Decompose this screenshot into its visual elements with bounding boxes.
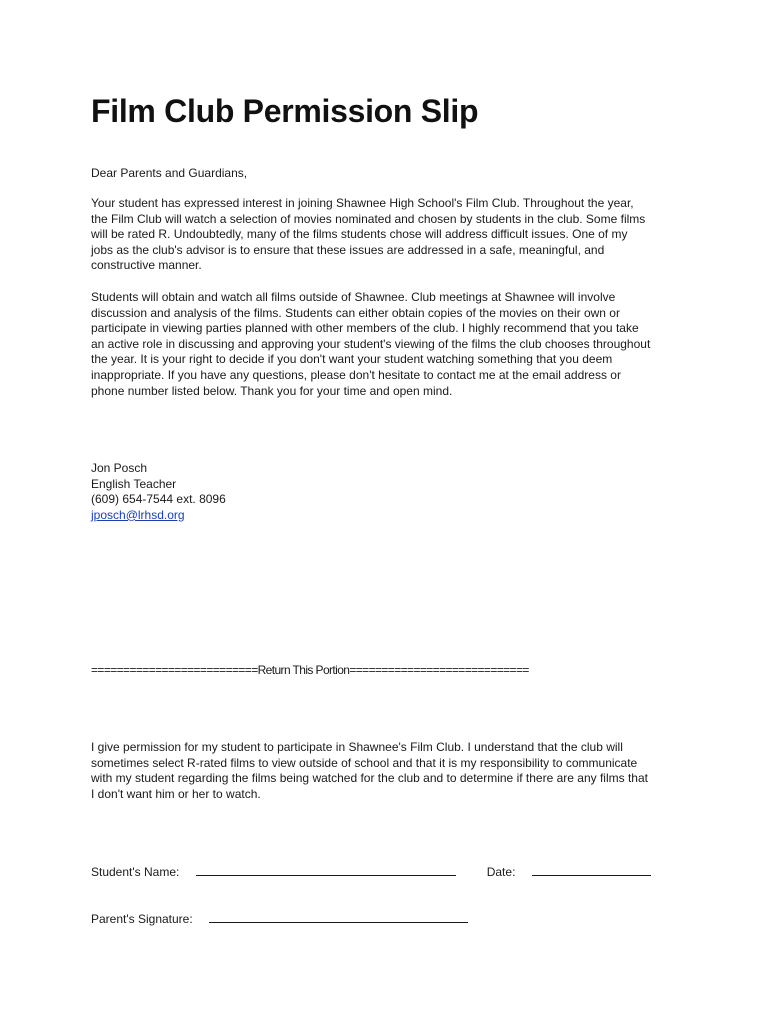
paragraph-line: I give permission for my student to participate in Shawnee's Film Club. I understand that the club will (91, 740, 623, 754)
date-field[interactable] (532, 864, 651, 876)
paragraph-line: sometimes select R-rated films to view outside of school and that it is my responsibility to communicate (91, 755, 638, 770)
paragraph-line: the year. It is your right to decide if you don't want your student watching something that you deem (91, 352, 613, 367)
salutation: Dear Parents and Guardians, (91, 166, 248, 180)
return-portion-divider: ==========================Return This Portion============================ (91, 663, 529, 677)
intro-paragraph (91, 196, 691, 274)
paragraph-line: with my student regarding the films being watched for the club and to determine if there are any films that (91, 771, 648, 786)
student-name-label: Student's Name: (91, 865, 180, 879)
signature-block (91, 461, 691, 523)
paragraph-line: will be rated R. Undoubtedly, many of the films students chose will address difficult issues. One of my (91, 227, 628, 242)
signature-name: Jon Posch (91, 461, 148, 475)
parent-signature-label: Parent's Signature: (91, 912, 193, 926)
student-name-field[interactable] (196, 864, 456, 876)
parent-signature-row (91, 911, 468, 926)
parent-signature-field[interactable] (209, 911, 468, 923)
signature-phone: (609) 654-7544 ext. 8096 (91, 492, 226, 507)
page-title: Film Club Permission Slip (91, 93, 479, 129)
paragraph-line: I don't want him or her to watch. (91, 786, 261, 801)
paragraph-line: discussion and analysis of the films. Students can either obtain copies of the movies on their own or (91, 305, 620, 320)
paragraph-line: the Film Club will watch a selection of movies nominated and chosen by students in the club. Some films (91, 211, 646, 226)
paragraph-line: Students will obtain and watch all films outside of Shawnee. Club meetings at Shawnee will involve (91, 290, 616, 304)
signature-role: English Teacher (91, 476, 177, 491)
permission-statement (91, 740, 691, 802)
date-label: Date: (486, 865, 516, 879)
student-name-row (91, 864, 651, 879)
paragraph-line: inappropriate. If you have any questions, please don't hesitate to contact me at the email address or (91, 367, 621, 382)
paragraph-line: participate in viewing parties planned with other members of the club. I highly recommend that you take (91, 321, 639, 336)
paragraph-line: an active role in discussing and approving your student's viewing of the films the club chooses throughout (91, 336, 651, 351)
paragraph-line: jobs as the club's advisor is to ensure that these issues are addressed in a safe, meaningful, and (91, 242, 605, 257)
paragraph-line: constructive manner. (91, 258, 202, 273)
email-link[interactable]: jposch@lrhsd.org (91, 507, 185, 522)
paragraph-line: Your student has expressed interest in joining Shawnee High School's Film Club. Throughout the year, (91, 196, 634, 210)
details-paragraph (91, 290, 691, 399)
paragraph-line: phone number listed below. Thank you for your time and open mind. (91, 383, 453, 398)
